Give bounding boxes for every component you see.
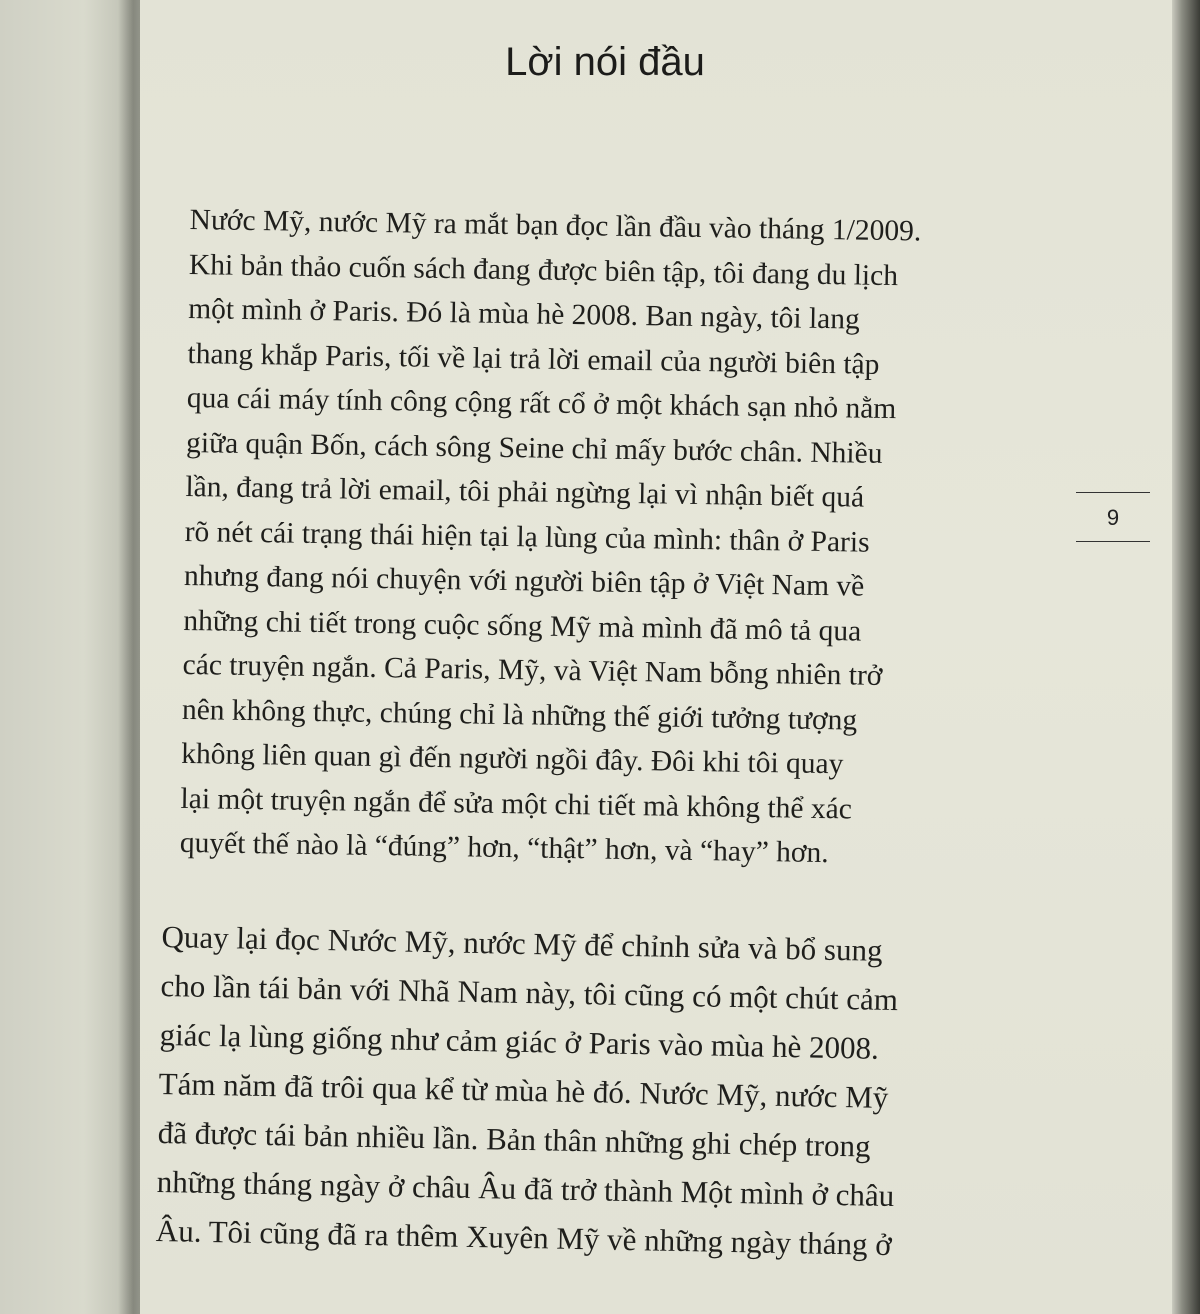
- paragraph-line: những chi tiết trong cuộc sống Mỹ mà mình đã mô tả qua: [183, 604, 862, 648]
- paragraph-line: quyết thế nào là “đúng” hơn, “thật” hơn, và “hay” hơn.: [179, 826, 829, 870]
- paragraph-line: giác lạ lùng giống như cảm giác ở Paris vào mùa hè 2008.: [159, 1016, 880, 1066]
- paragraph-line: thang khắp Paris, tối về lại trả lời email của người biên tập: [187, 337, 880, 381]
- book-page: [140, 0, 1172, 1314]
- paragraph-line: Nước Mỹ, nước Mỹ ra mắt bạn đọc lần đầu vào tháng 1/2009.: [189, 203, 922, 248]
- paragraph-line: không liên quan gì đến người ngồi đây. Đôi khi tôi quay: [181, 737, 844, 781]
- paragraph-line: các truyện ngắn. Cả Paris, Mỹ, và Việt Nam bỗng nhiên trở: [182, 648, 883, 692]
- page-number-rule-bottom: [1076, 541, 1150, 542]
- paragraph-line: đã được tái bản nhiều lần. Bản thân những ghi chép trong: [157, 1114, 871, 1164]
- paragraph-1: [180, 198, 1020, 878]
- page-number: 9: [1106, 505, 1120, 530]
- paragraph-line: Khi bản thảo cuốn sách đang được biên tập, tôi đang du lịch: [188, 248, 899, 292]
- page-number-marker: [1076, 492, 1150, 542]
- page-number-rule-top: [1076, 492, 1150, 493]
- paragraph-line: lại một truyện ngắn để sửa một chi tiết mà không thể xác: [180, 782, 853, 825]
- paragraph-line: giữa quận Bốn, cách sông Seine chỉ mấy bước chân. Nhiều: [185, 426, 883, 470]
- paragraph-line: Âu. Tôi cũng đã ra thêm Xuyên Mỹ về những ngày tháng ở: [155, 1212, 893, 1263]
- paragraph-line: Tám năm đã trôi qua kể từ mùa hè đó. Nước Mỹ, nước Mỹ: [158, 1065, 889, 1115]
- paragraph-line: rõ nét cái trạng thái hiện tại lạ lùng của mình: thân ở Paris: [184, 515, 870, 559]
- paragraph-line: qua cái máy tính công cộng rất cổ ở một khách sạn nhỏ nằm: [186, 381, 897, 426]
- paragraph-line: nhưng đang nói chuyện với người biên tập ở Việt Nam về: [183, 559, 865, 603]
- paragraph-line: Quay lại đọc Nước Mỹ, nước Mỹ để chỉnh sửa và bổ sung: [161, 918, 883, 968]
- right-page-edge: [1170, 0, 1200, 1314]
- paragraph-line: lần, đang trả lời email, tôi phải ngừng lại vì nhận biết quá: [185, 470, 865, 514]
- paragraph-2: [155, 912, 1041, 1272]
- paragraph-line: những tháng ngày ở châu Âu đã trở thành Một mình ở châu: [156, 1163, 895, 1214]
- paragraph-line: một mình ở Paris. Đó là mùa hè 2008. Ban ngày, tôi lang: [188, 292, 861, 336]
- paragraph-line: cho lần tái bản với Nhã Nam này, tôi cũng có một chút cảm: [160, 967, 899, 1018]
- page-title: Lời nói đầu: [505, 40, 705, 84]
- paragraph-line: nên không thực, chúng chỉ là những thế giới tưởng tượng: [181, 693, 858, 737]
